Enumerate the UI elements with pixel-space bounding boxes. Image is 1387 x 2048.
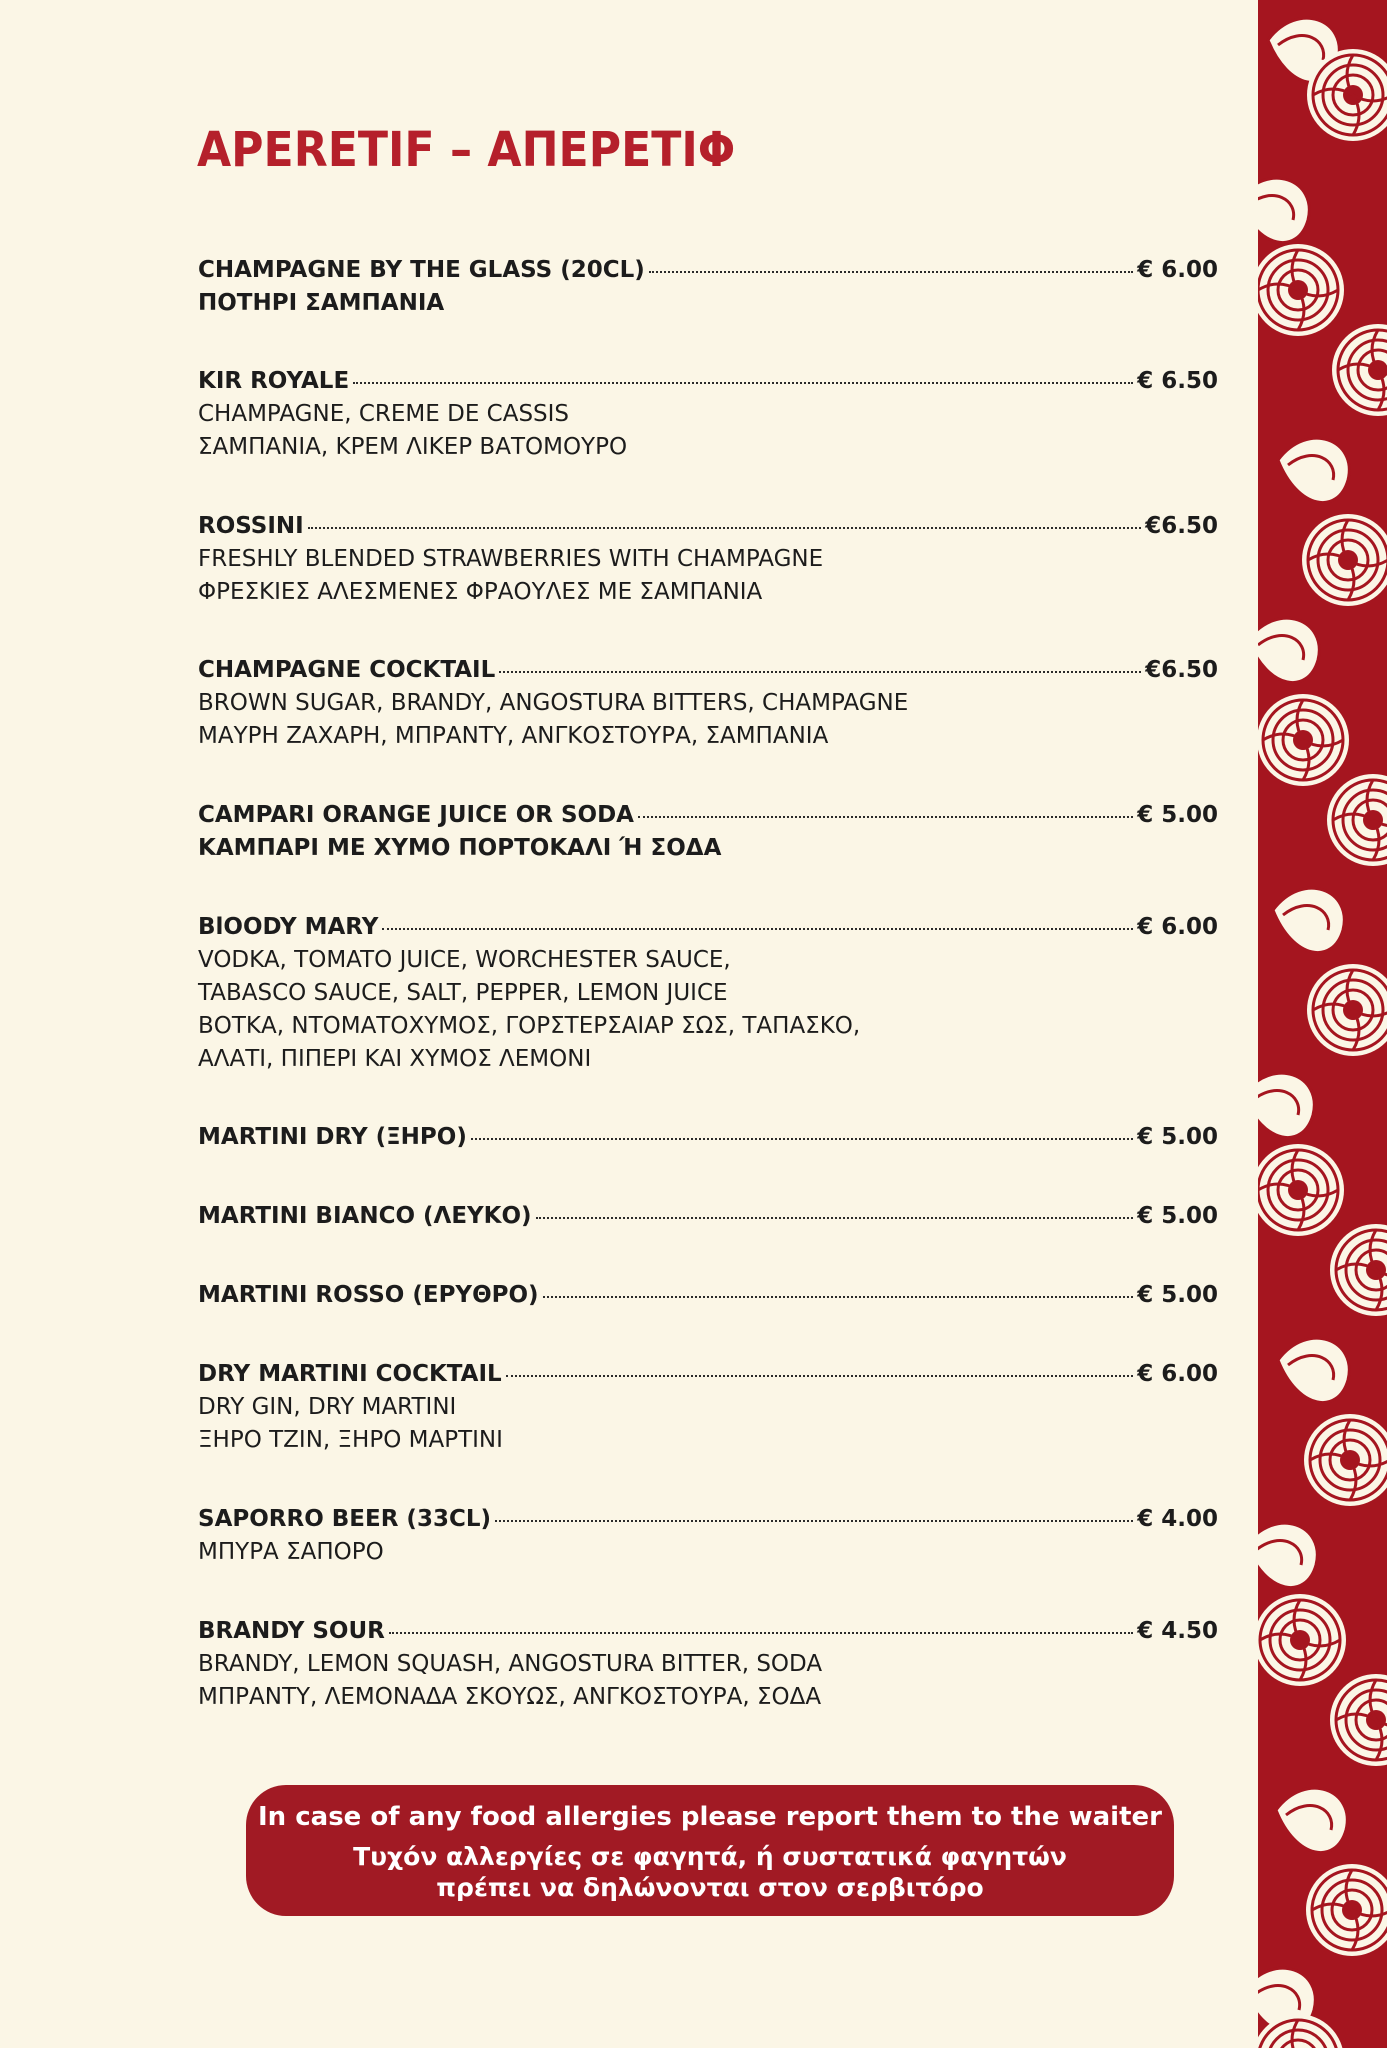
item-name: CHAMPAGNE BY THE GLASS (20CL): [198, 257, 645, 283]
item-price: € 6.50: [1137, 368, 1218, 394]
item-price: € 6.00: [1137, 1361, 1218, 1387]
item-price: € 5.00: [1137, 1124, 1218, 1150]
menu-item: [198, 1358, 1218, 1457]
leader-dots: [389, 1632, 1133, 1634]
item-description: ΑΛΑΤΙ, ΠΙΠΕΡΙ ΚΑΙ ΧΥΜΟΣ ΛΕΜΟΝΙ: [198, 1046, 592, 1072]
leader-dots: [308, 527, 1142, 529]
leader-dots: [536, 1217, 1134, 1219]
item-description: TABASCO SAUCE, SALT, PEPPER, LEMON JUICE: [198, 980, 728, 1006]
item-price: €6.50: [1145, 513, 1218, 539]
item-name: MARTINI DRY (ΞΗΡΟ): [198, 1124, 467, 1150]
menu-item: [198, 510, 1218, 609]
menu-item: [198, 1200, 1218, 1233]
floral-pattern-border: [1258, 0, 1387, 2048]
leader-dots: [353, 382, 1133, 384]
menu-item: [198, 1615, 1218, 1714]
item-description: ΚΑΜΠΑΡΙ ΜΕ ΧΥΜΟ ΠΟΡΤΟΚΑΛΙ Ή ΣΟΔΑ: [198, 835, 722, 861]
allergy-notice-greek-1: Τυχόν αλλεργίες σε φαγητά, ή συστατικά φαγητών: [353, 1842, 1067, 1871]
item-description: ΞΗΡΟ ΤΖΙΝ, ΞΗΡΟ ΜΑΡΤΙΝΙ: [198, 1427, 503, 1453]
item-description: ΜΠΥΡΑ ΣΑΠΟΡΟ: [198, 1539, 384, 1565]
leader-dots: [649, 271, 1133, 273]
page-title: APERETIF – ΑΠΕΡΕΤΙΦ: [197, 122, 736, 178]
item-price: €6.50: [1145, 657, 1218, 683]
item-description: ΜΠΡΑΝΤΥ, ΛΕΜΟΝΑΔΑ ΣΚΟΥΩΣ, ΑΝΓΚΟΣΤΟΥΡΑ, ΣΟΔΑ: [198, 1684, 822, 1710]
item-description: BROWN SUGAR, BRANDY, ANGOSTURA BITTERS, CHAMPAGNE: [198, 690, 909, 716]
item-name: MARTINI ROSSO (ΕΡΥΘΡΟ): [198, 1282, 539, 1308]
leader-dots: [471, 1138, 1133, 1140]
floral-pattern: [1258, 0, 1387, 2048]
item-description: FRESHLY BLENDED STRAWBERRIES WITH CHAMPAGNE: [198, 546, 824, 572]
item-description: DRY GIN, DRY MARTINI: [198, 1394, 457, 1420]
item-name: CAMPARI ORANGE JUICE OR SODA: [198, 802, 634, 828]
item-price: € 6.00: [1137, 914, 1218, 940]
item-name: SAPORRO BEER (33CL): [198, 1506, 491, 1532]
item-description: ΠΟΤΗΡΙ ΣΑΜΠΑΝΙΑ: [198, 290, 445, 316]
menu-item: [198, 1121, 1218, 1154]
item-price: € 5.00: [1137, 1203, 1218, 1229]
item-price: € 6.00: [1137, 257, 1218, 283]
leader-dots: [499, 671, 1141, 673]
menu-item: [198, 911, 1218, 1076]
item-description: ΦΡΕΣΚΙΕΣ ΑΛΕΣΜΕΝΕΣ ΦΡΑΟΥΛΕΣ ΜΕ ΣΑΜΠΑΝΙΑ: [198, 579, 763, 605]
menu-item: [198, 254, 1218, 320]
leader-dots: [506, 1375, 1134, 1377]
menu-item: [198, 654, 1218, 753]
menu-item: [198, 1279, 1218, 1312]
leader-dots: [495, 1520, 1133, 1522]
item-price: € 5.00: [1137, 1282, 1218, 1308]
item-name: KIR ROYALE: [198, 368, 350, 394]
menu-item: [198, 365, 1218, 464]
leader-dots: [382, 928, 1133, 930]
item-price: € 5.00: [1137, 802, 1218, 828]
item-name: ROSSINI: [198, 513, 304, 539]
item-price: € 4.00: [1137, 1506, 1218, 1532]
item-description: ΒΟΤΚΑ, ΝΤΟΜΑΤΟΧΥΜΟΣ, ΓΟΡΣΤΕΡΣΑΙΑΡ ΣΩΣ, ΤΑΠΑΣΚΟ,: [198, 1013, 861, 1039]
allergy-notice-english: In case of any food allergies please report them to the waiter: [258, 1802, 1162, 1832]
item-description: BRANDY, LEMON SQUASH, ANGOSTURA BITTER, SODA: [198, 1651, 823, 1677]
item-name: DRY MARTINI COCKTAIL: [198, 1361, 502, 1387]
item-price: € 4.50: [1137, 1618, 1218, 1644]
item-name: BlOODY MARY: [198, 914, 379, 940]
item-description: ΜΑΥΡΗ ΖΑΧΑΡΗ, ΜΠΡΑΝΤΥ, ΑΝΓΚΟΣΤΟΥΡΑ, ΣΑΜΠΑΝΙΑ: [198, 723, 829, 749]
leader-dots: [638, 816, 1133, 818]
item-name: MARTINI BIANCO (ΛΕΥΚΟ): [198, 1203, 532, 1229]
item-name: BRANDY SOUR: [198, 1618, 385, 1644]
allergy-notice: [246, 1785, 1174, 1916]
item-name: CHAMPAGNE COCKTAIL: [198, 657, 496, 683]
item-description: VODKA, TOMATO JUICE, WORCHESTER SAUCE,: [198, 947, 731, 973]
menu-item: [198, 799, 1218, 865]
item-description: ΣΑΜΠΑΝΙΑ, ΚΡΕΜ ΛΙΚΕΡ ΒΑΤΟΜΟΥΡΟ: [198, 434, 628, 460]
menu-item: [198, 1503, 1218, 1569]
allergy-notice-greek-2: πρέπει να δηλώνονται στον σερβιτόρο: [436, 1873, 984, 1902]
item-description: CHAMPAGNE, CREME DE CASSIS: [198, 401, 570, 427]
leader-dots: [543, 1296, 1134, 1298]
